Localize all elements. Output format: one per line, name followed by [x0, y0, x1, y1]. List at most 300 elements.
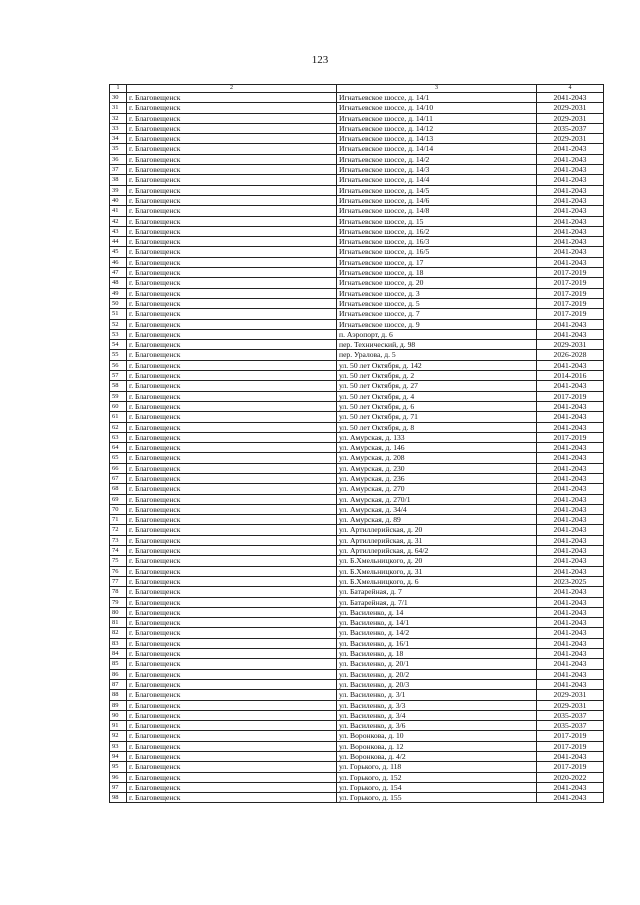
- address-cell: Игнатьевское шоссе, д. 14/4: [337, 175, 537, 185]
- row-number: 52: [110, 319, 127, 329]
- city-cell: г. Благовещенск: [127, 710, 337, 720]
- table-row: [110, 628, 604, 638]
- table-row: [110, 175, 604, 185]
- row-number: 64: [110, 443, 127, 453]
- period-cell: 2029-2031: [537, 134, 604, 144]
- row-number: 63: [110, 432, 127, 442]
- table-row: [110, 515, 604, 525]
- city-cell: г. Благовещенск: [127, 329, 337, 339]
- table-row: [110, 195, 604, 205]
- address-cell: ул. Воронкова, д. 10: [337, 731, 537, 741]
- period-cell: 2041-2043: [537, 587, 604, 597]
- city-cell: г. Благовещенск: [127, 628, 337, 638]
- table-row: [110, 525, 604, 535]
- row-number: 69: [110, 494, 127, 504]
- period-cell: 2041-2043: [537, 195, 604, 205]
- table-row: [110, 113, 604, 123]
- table-row: [110, 659, 604, 669]
- city-cell: г. Благовещенск: [127, 432, 337, 442]
- period-cell: 2041-2043: [537, 226, 604, 236]
- address-cell: Игнатьевское шоссе, д. 14/3: [337, 165, 537, 175]
- address-cell: ул. Василенко, д. 3/1: [337, 690, 537, 700]
- table-row: [110, 741, 604, 751]
- table-row: [110, 752, 604, 762]
- table-row: [110, 134, 604, 144]
- row-number: 75: [110, 556, 127, 566]
- city-cell: г. Благовещенск: [127, 154, 337, 164]
- table-row: [110, 597, 604, 607]
- period-cell: 2041-2043: [537, 216, 604, 226]
- table-row: [110, 288, 604, 298]
- address-cell: Игнатьевское шоссе, д. 14/2: [337, 154, 537, 164]
- period-cell: 2017-2019: [537, 432, 604, 442]
- table-row: [110, 309, 604, 319]
- row-number: 35: [110, 144, 127, 154]
- table-row: [110, 206, 604, 216]
- row-number: 40: [110, 195, 127, 205]
- row-number: 93: [110, 741, 127, 751]
- table-row: [110, 278, 604, 288]
- period-cell: 2041-2043: [537, 494, 604, 504]
- period-cell: 2041-2043: [537, 206, 604, 216]
- row-number: 34: [110, 134, 127, 144]
- city-cell: г. Благовещенск: [127, 772, 337, 782]
- row-number: 46: [110, 257, 127, 267]
- row-number: 65: [110, 453, 127, 463]
- city-cell: г. Благовещенск: [127, 752, 337, 762]
- table-row: [110, 319, 604, 329]
- city-cell: г. Благовещенск: [127, 463, 337, 473]
- row-number: 80: [110, 607, 127, 617]
- table-row: [110, 237, 604, 247]
- city-cell: г. Благовещенск: [127, 618, 337, 628]
- row-number: 41: [110, 206, 127, 216]
- row-number: 66: [110, 463, 127, 473]
- row-number: 96: [110, 772, 127, 782]
- period-cell: 2041-2043: [537, 597, 604, 607]
- table-row: [110, 679, 604, 689]
- address-cell: ул. Василенко, д. 18: [337, 649, 537, 659]
- row-number: 45: [110, 247, 127, 257]
- period-cell: 2041-2043: [537, 659, 604, 669]
- address-cell: Игнатьевское шоссе, д. 7: [337, 309, 537, 319]
- table-row: [110, 546, 604, 556]
- city-cell: г. Благовещенск: [127, 638, 337, 648]
- city-cell: г. Благовещенск: [127, 278, 337, 288]
- address-cell: ул. Горького, д. 155: [337, 793, 537, 803]
- address-cell: ул. Амурская, д. 270: [337, 484, 537, 494]
- period-cell: 2017-2019: [537, 268, 604, 278]
- address-cell: ул. Амурская, д. 89: [337, 515, 537, 525]
- period-cell: 2041-2043: [537, 669, 604, 679]
- table-row: [110, 360, 604, 370]
- table-row: [110, 607, 604, 617]
- city-cell: г. Благовещенск: [127, 669, 337, 679]
- city-cell: г. Благовещенск: [127, 535, 337, 545]
- period-cell: 2020-2022: [537, 772, 604, 782]
- row-number: 77: [110, 576, 127, 586]
- city-cell: г. Благовещенск: [127, 649, 337, 659]
- address-cell: ул. Василенко, д. 16/1: [337, 638, 537, 648]
- city-cell: г. Благовещенск: [127, 206, 337, 216]
- address-cell: ул. 50 лет Октября, д. 142: [337, 360, 537, 370]
- address-cell: ул. Воронкова, д. 4/2: [337, 752, 537, 762]
- address-cell: Игнатьевское шоссе, д. 14/14: [337, 144, 537, 154]
- period-cell: 2041-2043: [537, 546, 604, 556]
- city-cell: г. Благовещенск: [127, 700, 337, 710]
- table-row: [110, 93, 604, 103]
- city-cell: г. Благовещенск: [127, 350, 337, 360]
- city-cell: г. Благовещенск: [127, 195, 337, 205]
- city-cell: г. Благовещенск: [127, 453, 337, 463]
- row-number: 94: [110, 752, 127, 762]
- address-cell: ул. Василенко, д. 14: [337, 607, 537, 617]
- address-cell: ул. 50 лет Октября, д. 2: [337, 371, 537, 381]
- row-number: 70: [110, 504, 127, 514]
- address-cell: ул. 50 лет Октября, д. 6: [337, 401, 537, 411]
- address-cell: ул. Батарейная, д. 7: [337, 587, 537, 597]
- row-number: 48: [110, 278, 127, 288]
- address-cell: Игнатьевское шоссе, д. 14/13: [337, 134, 537, 144]
- table-row: [110, 587, 604, 597]
- address-cell: ул. Артиллерийская, д. 64/2: [337, 546, 537, 556]
- period-cell: 2029-2031: [537, 700, 604, 710]
- city-cell: г. Благовещенск: [127, 371, 337, 381]
- period-cell: 2041-2043: [537, 144, 604, 154]
- address-cell: ул. Василенко, д. 20/2: [337, 669, 537, 679]
- address-cell: ул. Б.Хмельницкого, д. 6: [337, 576, 537, 586]
- address-cell: п. Аэропорт, д. 6: [337, 329, 537, 339]
- address-cell: Игнатьевское шоссе, д. 16/3: [337, 237, 537, 247]
- period-cell: 2041-2043: [537, 319, 604, 329]
- period-cell: 2041-2043: [537, 628, 604, 638]
- address-cell: Игнатьевское шоссе, д. 5: [337, 298, 537, 308]
- period-cell: 2041-2043: [537, 649, 604, 659]
- city-cell: г. Благовещенск: [127, 237, 337, 247]
- period-cell: 2035-2037: [537, 721, 604, 731]
- period-cell: 2041-2043: [537, 381, 604, 391]
- row-number: 43: [110, 226, 127, 236]
- address-cell: ул. Василенко, д. 3/6: [337, 721, 537, 731]
- address-cell: Игнатьевское шоссе, д. 18: [337, 268, 537, 278]
- address-cell: ул. Амурская, д. 146: [337, 443, 537, 453]
- period-cell: 2041-2043: [537, 154, 604, 164]
- address-cell: ул. Горького, д. 118: [337, 762, 537, 772]
- table-row: [110, 391, 604, 401]
- city-cell: г. Благовещенск: [127, 391, 337, 401]
- row-number: 79: [110, 597, 127, 607]
- address-cell: Игнатьевское шоссе, д. 16/5: [337, 247, 537, 257]
- table-row: [110, 216, 604, 226]
- row-number: 91: [110, 721, 127, 731]
- city-cell: г. Благовещенск: [127, 381, 337, 391]
- table-row: [110, 690, 604, 700]
- address-cell: ул. Б.Хмельницкого, д. 31: [337, 566, 537, 576]
- address-cell: ул. 50 лет Октября, д. 27: [337, 381, 537, 391]
- table-row: [110, 556, 604, 566]
- row-number: 55: [110, 350, 127, 360]
- schedule-table: [109, 84, 604, 803]
- period-cell: 2041-2043: [537, 93, 604, 103]
- address-cell: Игнатьевское шоссе, д. 14/8: [337, 206, 537, 216]
- city-cell: г. Благовещенск: [127, 515, 337, 525]
- period-cell: 2029-2031: [537, 690, 604, 700]
- row-number: 78: [110, 587, 127, 597]
- city-cell: г. Благовещенск: [127, 566, 337, 576]
- period-cell: 2041-2043: [537, 247, 604, 257]
- period-cell: 2041-2043: [537, 165, 604, 175]
- period-cell: 2017-2019: [537, 762, 604, 772]
- row-number: 61: [110, 412, 127, 422]
- address-cell: Игнатьевское шоссе, д. 14/11: [337, 113, 537, 123]
- address-cell: ул. Горького, д. 154: [337, 782, 537, 792]
- row-number: 47: [110, 268, 127, 278]
- row-number: 85: [110, 659, 127, 669]
- city-cell: г. Благовещенск: [127, 175, 337, 185]
- row-number: 56: [110, 360, 127, 370]
- city-cell: г. Благовещенск: [127, 134, 337, 144]
- period-cell: 2041-2043: [537, 401, 604, 411]
- row-number: 50: [110, 298, 127, 308]
- address-cell: ул. Василенко, д. 14/1: [337, 618, 537, 628]
- row-number: 71: [110, 515, 127, 525]
- address-cell: Игнатьевское шоссе, д. 3: [337, 288, 537, 298]
- row-number: 87: [110, 679, 127, 689]
- header-col-4: 4: [537, 85, 604, 93]
- table-row: [110, 401, 604, 411]
- table-row: [110, 247, 604, 257]
- row-number: 86: [110, 669, 127, 679]
- period-cell: 2041-2043: [537, 638, 604, 648]
- row-number: 51: [110, 309, 127, 319]
- table-row: [110, 793, 604, 803]
- table-row: [110, 504, 604, 514]
- city-cell: г. Благовещенск: [127, 741, 337, 751]
- city-cell: г. Благовещенск: [127, 144, 337, 154]
- row-number: 92: [110, 731, 127, 741]
- period-cell: 2041-2043: [537, 752, 604, 762]
- city-cell: г. Благовещенск: [127, 288, 337, 298]
- table-row: [110, 762, 604, 772]
- address-cell: ул. Амурская, д. 34/4: [337, 504, 537, 514]
- period-cell: 2041-2043: [537, 443, 604, 453]
- address-cell: пер. Технический, д. 98: [337, 340, 537, 350]
- city-cell: г. Благовещенск: [127, 401, 337, 411]
- row-number: 37: [110, 165, 127, 175]
- address-cell: пер. Уралова, д. 5: [337, 350, 537, 360]
- address-cell: ул. Горького, д. 152: [337, 772, 537, 782]
- row-number: 88: [110, 690, 127, 700]
- address-cell: ул. Амурская, д. 133: [337, 432, 537, 442]
- city-cell: г. Благовещенск: [127, 422, 337, 432]
- address-cell: Игнатьевское шоссе, д. 14/12: [337, 123, 537, 133]
- city-cell: г. Благовещенск: [127, 113, 337, 123]
- table-row: [110, 371, 604, 381]
- row-number: 74: [110, 546, 127, 556]
- period-cell: 2023-2025: [537, 576, 604, 586]
- city-cell: г. Благовещенск: [127, 226, 337, 236]
- table-row: [110, 381, 604, 391]
- address-cell: Игнатьевское шоссе, д. 15: [337, 216, 537, 226]
- city-cell: г. Благовещенск: [127, 576, 337, 586]
- row-number: 73: [110, 535, 127, 545]
- table-row: [110, 154, 604, 164]
- table-row: [110, 185, 604, 195]
- period-cell: 2035-2037: [537, 710, 604, 720]
- row-number: 90: [110, 710, 127, 720]
- period-cell: 2041-2043: [537, 484, 604, 494]
- table-row: [110, 649, 604, 659]
- city-cell: г. Благовещенск: [127, 546, 337, 556]
- period-cell: 2041-2043: [537, 175, 604, 185]
- address-cell: ул. Артиллерийская, д. 31: [337, 535, 537, 545]
- period-cell: 2017-2019: [537, 391, 604, 401]
- row-number: 38: [110, 175, 127, 185]
- city-cell: г. Благовещенск: [127, 443, 337, 453]
- address-cell: ул. Василенко, д. 3/3: [337, 700, 537, 710]
- address-cell: ул. Батарейная, д. 7/1: [337, 597, 537, 607]
- address-cell: ул. 50 лет Октября, д. 4: [337, 391, 537, 401]
- table-row: [110, 226, 604, 236]
- row-number: 62: [110, 422, 127, 432]
- table-row: [110, 268, 604, 278]
- period-cell: 2017-2019: [537, 731, 604, 741]
- table-row: [110, 484, 604, 494]
- city-cell: г. Благовещенск: [127, 587, 337, 597]
- row-number: 60: [110, 401, 127, 411]
- row-number: 44: [110, 237, 127, 247]
- city-cell: г. Благовещенск: [127, 473, 337, 483]
- table-row: [110, 257, 604, 267]
- city-cell: г. Благовещенск: [127, 247, 337, 257]
- period-cell: 2041-2043: [537, 525, 604, 535]
- row-number: 81: [110, 618, 127, 628]
- period-cell: 2041-2043: [537, 185, 604, 195]
- table-row: [110, 412, 604, 422]
- table-body: [110, 85, 604, 803]
- period-cell: 2026-2028: [537, 350, 604, 360]
- address-cell: Игнатьевское шоссе, д. 17: [337, 257, 537, 267]
- header-col-3: 3: [337, 85, 537, 93]
- table-row: [110, 535, 604, 545]
- city-cell: г. Благовещенск: [127, 782, 337, 792]
- period-cell: 2029-2031: [537, 340, 604, 350]
- city-cell: г. Благовещенск: [127, 340, 337, 350]
- period-cell: 2041-2043: [537, 566, 604, 576]
- row-number: 36: [110, 154, 127, 164]
- city-cell: г. Благовещенск: [127, 298, 337, 308]
- period-cell: 2035-2037: [537, 123, 604, 133]
- row-number: 58: [110, 381, 127, 391]
- period-cell: 2041-2043: [537, 515, 604, 525]
- city-cell: г. Благовещенск: [127, 721, 337, 731]
- table-row: [110, 350, 604, 360]
- city-cell: г. Благовещенск: [127, 504, 337, 514]
- period-cell: 2041-2043: [537, 607, 604, 617]
- row-number: 54: [110, 340, 127, 350]
- address-cell: Игнатьевское шоссе, д. 20: [337, 278, 537, 288]
- address-cell: ул. Артиллерийская, д. 20: [337, 525, 537, 535]
- table-row: [110, 103, 604, 113]
- city-cell: г. Благовещенск: [127, 319, 337, 329]
- city-cell: г. Благовещенск: [127, 659, 337, 669]
- address-cell: Игнатьевское шоссе, д. 14/5: [337, 185, 537, 195]
- row-number: 72: [110, 525, 127, 535]
- address-cell: Игнатьевское шоссе, д. 14/6: [337, 195, 537, 205]
- city-cell: г. Благовещенск: [127, 309, 337, 319]
- address-cell: ул. Василенко, д. 20/1: [337, 659, 537, 669]
- row-number: 82: [110, 628, 127, 638]
- city-cell: г. Благовещенск: [127, 257, 337, 267]
- table-row: [110, 298, 604, 308]
- city-cell: г. Благовещенск: [127, 103, 337, 113]
- row-number: 89: [110, 700, 127, 710]
- period-cell: 2041-2043: [537, 422, 604, 432]
- city-cell: г. Благовещенск: [127, 123, 337, 133]
- period-cell: 2017-2019: [537, 288, 604, 298]
- row-number: 68: [110, 484, 127, 494]
- header-col-1: 1: [110, 85, 127, 93]
- row-number: 31: [110, 103, 127, 113]
- period-cell: 2041-2043: [537, 329, 604, 339]
- city-cell: г. Благовещенск: [127, 607, 337, 617]
- row-number: 49: [110, 288, 127, 298]
- address-cell: ул. Василенко, д. 20/3: [337, 679, 537, 689]
- city-cell: г. Благовещенск: [127, 185, 337, 195]
- period-cell: 2041-2043: [537, 618, 604, 628]
- period-cell: 2014-2016: [537, 371, 604, 381]
- row-number: 67: [110, 473, 127, 483]
- city-cell: г. Благовещенск: [127, 793, 337, 803]
- row-number: 59: [110, 391, 127, 401]
- table-row: [110, 453, 604, 463]
- address-cell: ул. Василенко, д. 14/2: [337, 628, 537, 638]
- period-cell: 2041-2043: [537, 237, 604, 247]
- address-cell: ул. Амурская, д. 236: [337, 473, 537, 483]
- table-row: [110, 731, 604, 741]
- table-row: [110, 123, 604, 133]
- address-cell: ул. 50 лет Октября, д. 71: [337, 412, 537, 422]
- period-cell: 2041-2043: [537, 257, 604, 267]
- period-cell: 2041-2043: [537, 412, 604, 422]
- address-cell: Игнатьевское шоссе, д. 14/10: [337, 103, 537, 113]
- row-number: 98: [110, 793, 127, 803]
- period-cell: 2041-2043: [537, 793, 604, 803]
- page-number: 123: [311, 54, 329, 66]
- period-cell: 2041-2043: [537, 504, 604, 514]
- city-cell: г. Благовещенск: [127, 484, 337, 494]
- period-cell: 2017-2019: [537, 309, 604, 319]
- city-cell: г. Благовещенск: [127, 268, 337, 278]
- city-cell: г. Благовещенск: [127, 556, 337, 566]
- table-row: [110, 443, 604, 453]
- row-number: 76: [110, 566, 127, 576]
- address-cell: Игнатьевское шоссе, д. 16/2: [337, 226, 537, 236]
- row-number: 84: [110, 649, 127, 659]
- address-cell: ул. Василенко, д. 3/4: [337, 710, 537, 720]
- table-row: [110, 782, 604, 792]
- row-number: 30: [110, 93, 127, 103]
- row-number: 95: [110, 762, 127, 772]
- city-cell: г. Благовещенск: [127, 93, 337, 103]
- row-number: 53: [110, 329, 127, 339]
- city-cell: г. Благовещенск: [127, 360, 337, 370]
- table-row: [110, 576, 604, 586]
- city-cell: г. Благовещенск: [127, 731, 337, 741]
- table-row: [110, 432, 604, 442]
- table-row: [110, 721, 604, 731]
- row-number: 83: [110, 638, 127, 648]
